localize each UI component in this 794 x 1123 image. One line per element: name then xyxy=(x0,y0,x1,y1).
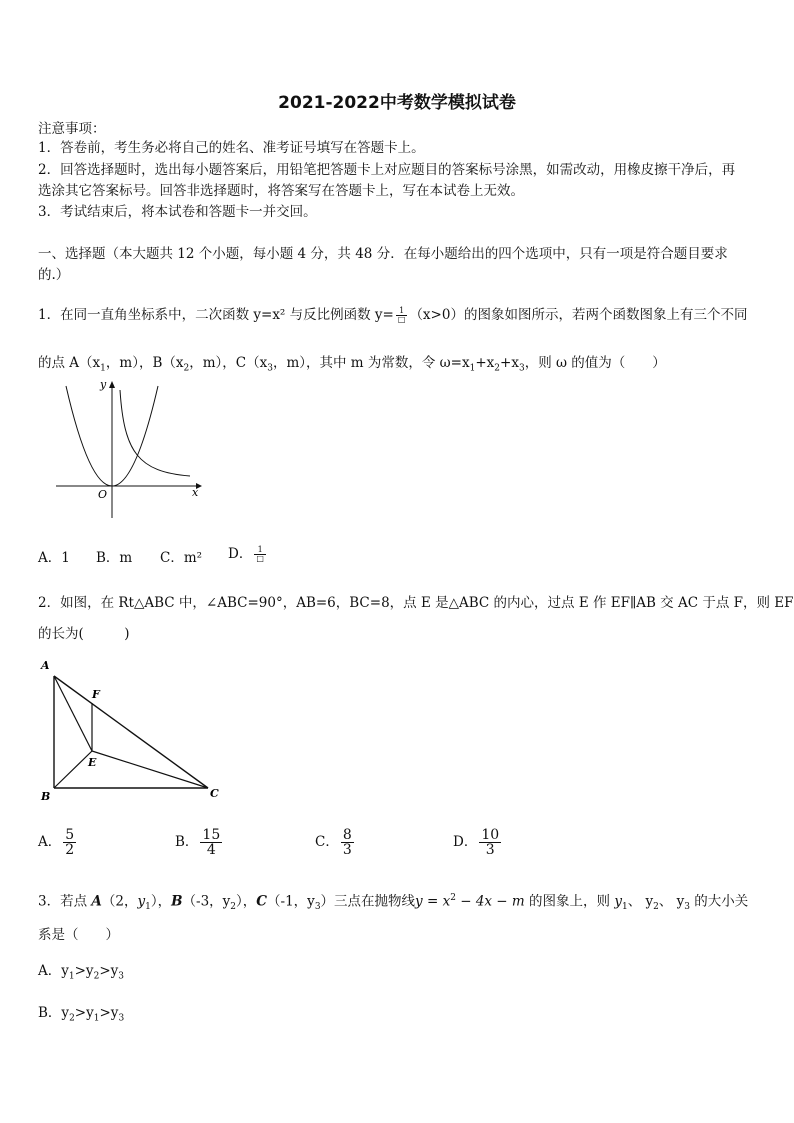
q3-sub: 3 xyxy=(684,902,690,913)
q3-text: >y xyxy=(74,963,94,979)
q3-text: ）， xyxy=(150,893,172,910)
q3-text: 的图象上，则 xyxy=(524,893,615,910)
q1-sub: 2 xyxy=(183,363,190,374)
q3-text: 、 y xyxy=(658,893,685,910)
q3-text: 的大小关 xyxy=(690,893,749,910)
q3-sub: 3 xyxy=(118,971,124,982)
q3-sub: 1 xyxy=(93,1013,100,1024)
notice-item-2a: 2．回答选择题时，选出每小题答案后，用铅笔把答题卡上对应题目的答案标号涂黑，如需改动，用橡皮擦干净后，再 xyxy=(38,162,736,178)
q1-sub: 3 xyxy=(267,363,273,374)
q3-equation: y = x xyxy=(415,893,451,910)
q1-text: ，则 ω 的值为（ ） xyxy=(524,355,666,371)
q3-text: ）， xyxy=(236,893,257,910)
q3-sub: 3 xyxy=(314,902,321,913)
q3-sub: 2 xyxy=(69,1013,75,1024)
label-A: A xyxy=(41,659,50,672)
q3-text: >y xyxy=(99,963,119,979)
q2-option-d-fraction xyxy=(479,828,501,857)
q3-text: （-3，y xyxy=(182,893,231,910)
q3-equation-exp: 2 xyxy=(450,893,456,903)
q3-text: A．y xyxy=(38,963,69,979)
q1-stem-a: 1．在同一直角坐标系中，二次函数 y=x² 与反比例函数 y= xyxy=(38,307,394,323)
q2-option-c-den: 3 xyxy=(342,842,352,858)
y-axis-label: y xyxy=(100,378,107,391)
q3-point-C: C xyxy=(256,893,268,910)
q3-y1: y xyxy=(614,893,622,910)
q3-text: >y xyxy=(74,1005,94,1021)
q1-option-b: B．m xyxy=(96,550,133,566)
q3-text: >y xyxy=(99,1005,119,1021)
q2-option-d-den: 3 xyxy=(485,842,495,858)
q1-option-d xyxy=(228,542,268,563)
q2-option-a-num: 5 xyxy=(65,827,75,843)
q3-option-a xyxy=(38,962,124,986)
q2-option-b-fraction xyxy=(200,828,222,857)
q1-frac-num: 1 xyxy=(396,307,408,316)
q1-fraction xyxy=(396,307,408,324)
q2-option-d-num: 10 xyxy=(481,827,500,843)
q2-option-c-fraction xyxy=(341,828,354,857)
notice-item-2b: 选涂其它答案标号。回答非选择题时，将答案写在答题卡上，写在本试卷上无效。 xyxy=(38,183,524,199)
q3-sub: 1 xyxy=(145,902,151,913)
q2-option-b-num: 15 xyxy=(202,827,221,843)
q1-option-d-den: □ xyxy=(256,554,264,563)
hyperbola-curve xyxy=(120,390,190,476)
q3-sub: 2 xyxy=(653,902,659,913)
q2-option-c-label: C． xyxy=(315,834,339,850)
notice-heading: 注意事项： xyxy=(38,121,106,137)
q3-sub: 2 xyxy=(93,971,100,982)
q1-function-graph xyxy=(50,372,210,524)
q1-text: +x xyxy=(500,355,519,371)
q1-sub: 3 xyxy=(518,363,525,374)
label-F: F xyxy=(92,688,100,701)
q2-option-a xyxy=(38,828,78,857)
q1-text: ，m），其中 m 为常数，令 ω=x xyxy=(272,355,470,371)
notice-item-1: 1．答卷前，考生务必将自己的姓名、准考证号填写在答题卡上。 xyxy=(38,140,425,156)
q1-sub: 2 xyxy=(494,363,501,374)
y-axis-arrow xyxy=(109,381,115,388)
page-title: 2021-2022中考数学模拟试卷 xyxy=(278,93,516,113)
q3-text: 3．若点 xyxy=(38,893,92,910)
segment-BE xyxy=(54,751,92,788)
q3-equation-rest: − 4x − m xyxy=(455,893,525,910)
q2-option-a-den: 2 xyxy=(65,842,75,858)
q1-sub: 1 xyxy=(100,363,106,374)
q2-option-b-label: B． xyxy=(175,834,199,850)
q1-text: ，m），B（x xyxy=(105,355,184,371)
section-heading-line1: 一、选择题（本大题共 12 个小题，每小题 4 分，共 48 分．在每小题给出的四个选项中，只有一项是符合题目要求 xyxy=(38,246,728,262)
q2-option-c-num: 8 xyxy=(342,827,352,843)
q3-text: 、 y xyxy=(627,893,654,910)
q3-sub: 1 xyxy=(68,971,75,982)
q2-option-b xyxy=(175,828,224,857)
section-heading-line2: 的.） xyxy=(38,267,70,283)
q3-option-b xyxy=(38,1004,124,1028)
q1-option-d-fraction xyxy=(254,546,266,563)
q3-sub: 3 xyxy=(118,1013,125,1024)
q3-text: （-1，y xyxy=(267,893,315,910)
q1-text: +x xyxy=(475,355,495,371)
q1-option-d-num: 1 xyxy=(254,546,266,555)
q3-sub: 2 xyxy=(230,902,237,913)
q2-triangle-figure xyxy=(34,656,224,806)
q1-frac-den: □ xyxy=(397,315,406,324)
label-B: B xyxy=(41,790,51,803)
q2-option-a-fraction xyxy=(63,828,76,857)
q1-stem-b: （x>0）的图象如图所示，若两个函数图象上有三个不同 xyxy=(409,307,748,323)
q3-text: （2， xyxy=(101,893,138,910)
x-axis-label: x xyxy=(192,486,199,499)
segment-CE xyxy=(92,751,208,788)
segment-AC xyxy=(54,676,208,788)
q1-text: ，m），C（x xyxy=(189,355,268,371)
q3-text: B．y xyxy=(38,1005,70,1021)
q1-sub: 1 xyxy=(469,363,476,374)
q3-stem-line1 xyxy=(38,889,748,916)
label-E: E xyxy=(88,756,97,769)
q2-stem-line1: 2．如图，在 Rt△ABC 中，∠ABC=90°，AB=6，BC=8，点 E 是△ABC 的内心，过点 E 作 EF∥AB 交 AC 于点 F，则 EF xyxy=(38,595,794,611)
q2-option-a-label: A． xyxy=(38,834,62,850)
q3-text: ）三点在抛物线 xyxy=(320,893,416,910)
q2-option-d xyxy=(453,828,503,857)
q2-stem-line2: 的长为( ) xyxy=(38,626,130,642)
origin-label: O xyxy=(98,488,108,501)
segment-AE xyxy=(54,676,92,751)
q2-option-d-label: D． xyxy=(453,834,478,850)
q1-stem-line1 xyxy=(38,306,747,324)
q1-option-a: A．1 xyxy=(38,550,70,566)
q1-option-d-label: D． xyxy=(228,546,253,562)
q3-point-B: B xyxy=(171,893,183,910)
notice-item-3: 3．考试结束后，将本试卷和答题卡一并交回。 xyxy=(38,204,317,220)
q3-y1: y xyxy=(137,893,146,910)
q2-option-c xyxy=(315,828,356,857)
label-C: C xyxy=(210,787,219,800)
q1-option-c: C．m² xyxy=(160,550,203,566)
q3-point-A: A xyxy=(91,893,102,910)
q2-option-b-den: 4 xyxy=(206,842,216,858)
q3-sub: 1 xyxy=(621,902,628,913)
q1-text: 的点 A（x xyxy=(38,355,101,371)
q3-stem-line2: 系是（ ） xyxy=(38,927,119,943)
